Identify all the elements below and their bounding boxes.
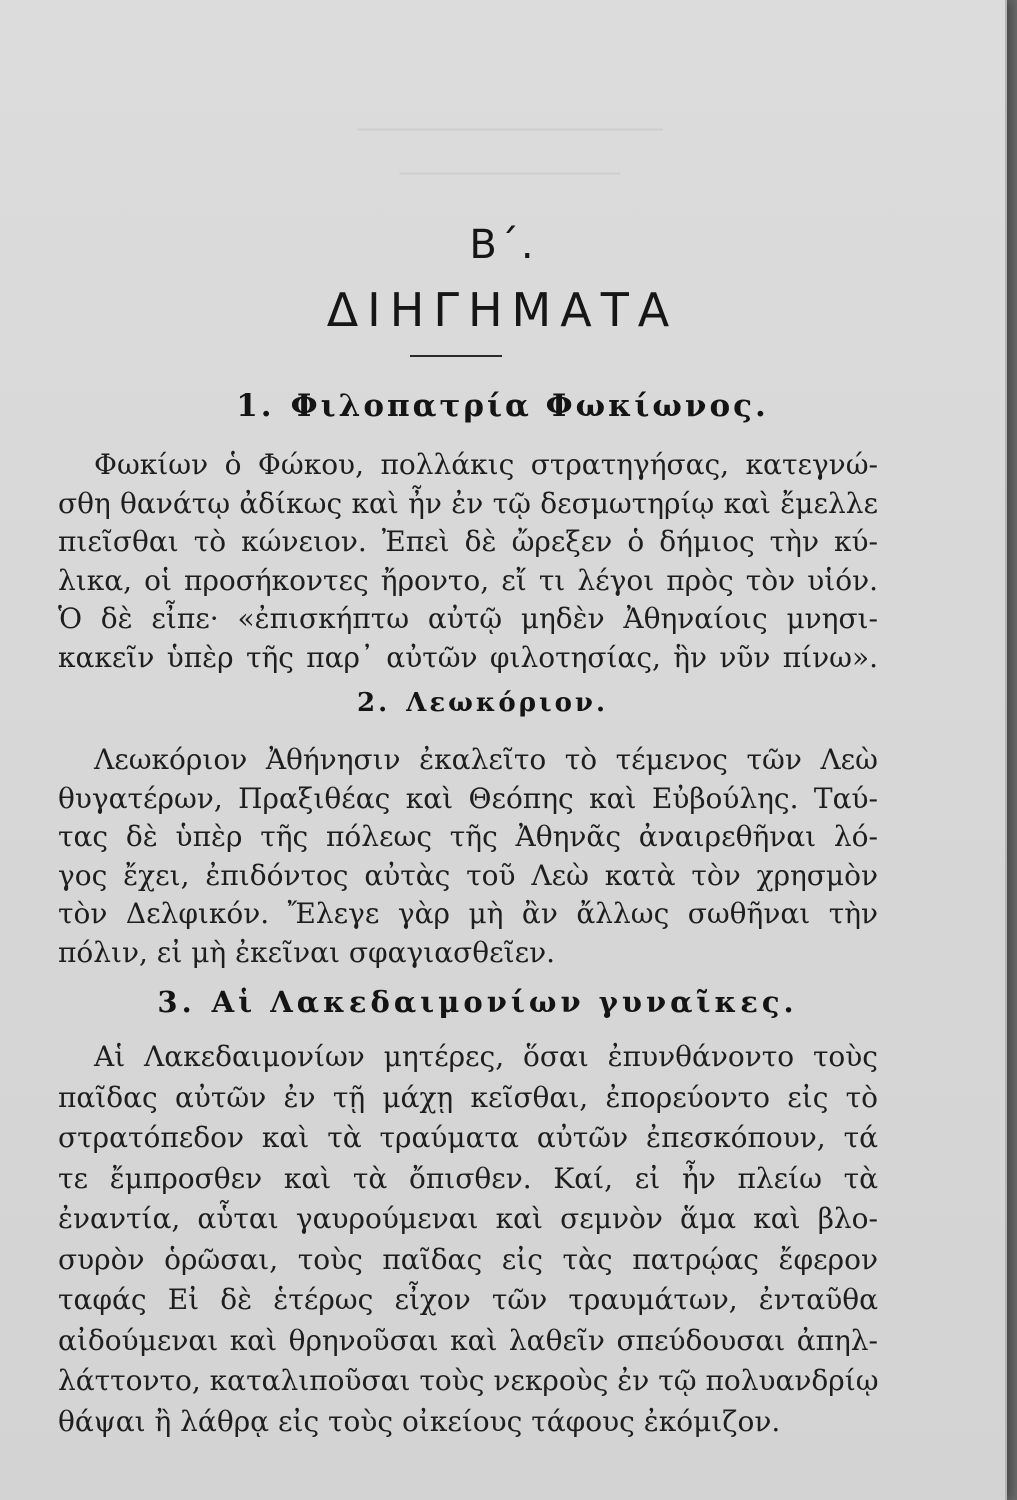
text-line: τε ἔμπροσθεν καὶ τὰ ὄπισθεν. Καί, εἰ ἦν πλείω τὰ — [58, 1161, 878, 1195]
text-line: στρατόπεδον καὶ τὰ τραύματα αὐτῶν ἐπεσκόπουν, τά — [58, 1121, 878, 1154]
part-marker: Β΄. — [469, 222, 536, 268]
text-line: κακεῖν ὑπὲρ τῆς παρ᾽ αὐτῶν φιλοτησίας, ἣν νῦν πίνω». — [58, 640, 878, 674]
text-line: λάττοντο, καταλιποῦσαι τοὺς νεκροὺς ἐν τῷ πολυανδρίῳ — [58, 1364, 879, 1397]
text-line: σθη θανάτῳ ἀδίκως καὶ ἦν ἐν τῷ δεσμωτηρίῳ καὶ ἔμελλε — [58, 486, 878, 520]
title-rule — [410, 355, 502, 357]
text-line: τας δὲ ὑπὲρ τῆς πόλεως τῆς Ἀθηνᾶς ἀναιρεθῆναι λό- — [58, 820, 878, 853]
story-title: Λεωκόριον. — [406, 688, 609, 718]
story-title: Φιλοπατρία Φωκίωνος. — [290, 388, 769, 424]
text-line: γος ἔχει, ἐπιδόντος αὐτὰς τοῦ Λεὼ κατὰ τὸν χρησμὸν — [58, 858, 878, 892]
text-line: Ὁ δὲ εἶπε· «ἐπισκήπτω αὐτῷ μηδὲν Ἀθηναίοις μνησι- — [58, 602, 878, 635]
story-number: 2. — [356, 688, 391, 718]
story-heading-3 — [0, 985, 980, 1019]
text-line: αἰδούμεναι καὶ θρηνοῦσαι καὶ λαθεῖν σπεύδουσαι ἀπηλ- — [58, 1323, 878, 1357]
section-title: ΔΙΗΓΗΜΑΤΑ — [326, 283, 679, 337]
text-line: τὸν Δελφικόν. Ἔλεγε γὰρ μὴ ἂν ἄλλως σωθῆναι τὴν — [58, 897, 878, 930]
text-line: ταφάς Εἰ δὲ ἑτέρως εἶχον τῶν τραυμάτων, ἐνταῦθα — [58, 1283, 878, 1316]
text-line: πόλιν, εἰ μὴ ἐκεῖναι σφαγιασθεῖεν. — [58, 935, 556, 969]
text-line: Φωκίων ὁ Φώκου, πολλάκις στρατηγήσας, κατεγνώ- — [94, 448, 878, 481]
show-through-text: ⎯⎯⎯⎯⎯⎯⎯⎯⎯⎯⎯⎯⎯⎯⎯⎯⎯⎯ ⎯⎯⎯⎯⎯⎯⎯⎯⎯⎯⎯⎯⎯ — [357, 107, 663, 191]
text-line: θυγατέρων, Πραξιθέας καὶ Θεόπης καὶ Εὐβούλης. Ταύ- — [58, 781, 878, 815]
text-line: πιεῖσθαι τὸ κώνειον. Ἐπεὶ δὲ ὤρεξεν ὁ δήμιος τὴν κύ- — [58, 525, 878, 558]
story-paragraph-1 — [58, 446, 878, 677]
story-paragraph-2 — [58, 741, 878, 972]
text-line: Αἱ Λακεδαιμονίων μητέρες, ὅσαι ἐπυνθάνοντο τοὺς — [94, 1040, 878, 1073]
story-paragraph-3 — [58, 1037, 878, 1442]
story-number: 3. — [157, 985, 196, 1019]
text-line: Λεωκόριον Ἀθήνησιν ἐκαλεῖτο τὸ τέμενος τῶν Λεὼ — [94, 743, 878, 776]
story-title: Αἱ Λακεδαιμονίων γυναῖκες. — [211, 985, 798, 1019]
text-line: συρὸν ὁρῶσαι, τοὺς παῖδας εἰς τὰς πατρῴας ἔφερον — [58, 1242, 878, 1276]
text-line: παῖδας αὐτῶν ἐν τῇ μάχῃ κεῖσθαι, ἐπορεύοντο εἰς τὸ — [58, 1080, 878, 1114]
story-number: 1. — [236, 388, 275, 424]
story-heading-1 — [0, 388, 1005, 424]
story-heading-2 — [0, 688, 985, 718]
text-line: λικα, οἱ προσήκοντες ἤροντο, εἴ τι λέγοι πρὸς τὸν υἱόν. — [58, 563, 878, 597]
text-line: ἐναντία, αὗται γαυρούμεναι καὶ σεμνὸν ἅμα καὶ βλο- — [58, 1202, 878, 1235]
text-line: θάψαι ἢ λάθρᾳ εἰς τοὺς οἰκείους τάφους ἐκόμιζον. — [58, 1404, 781, 1438]
